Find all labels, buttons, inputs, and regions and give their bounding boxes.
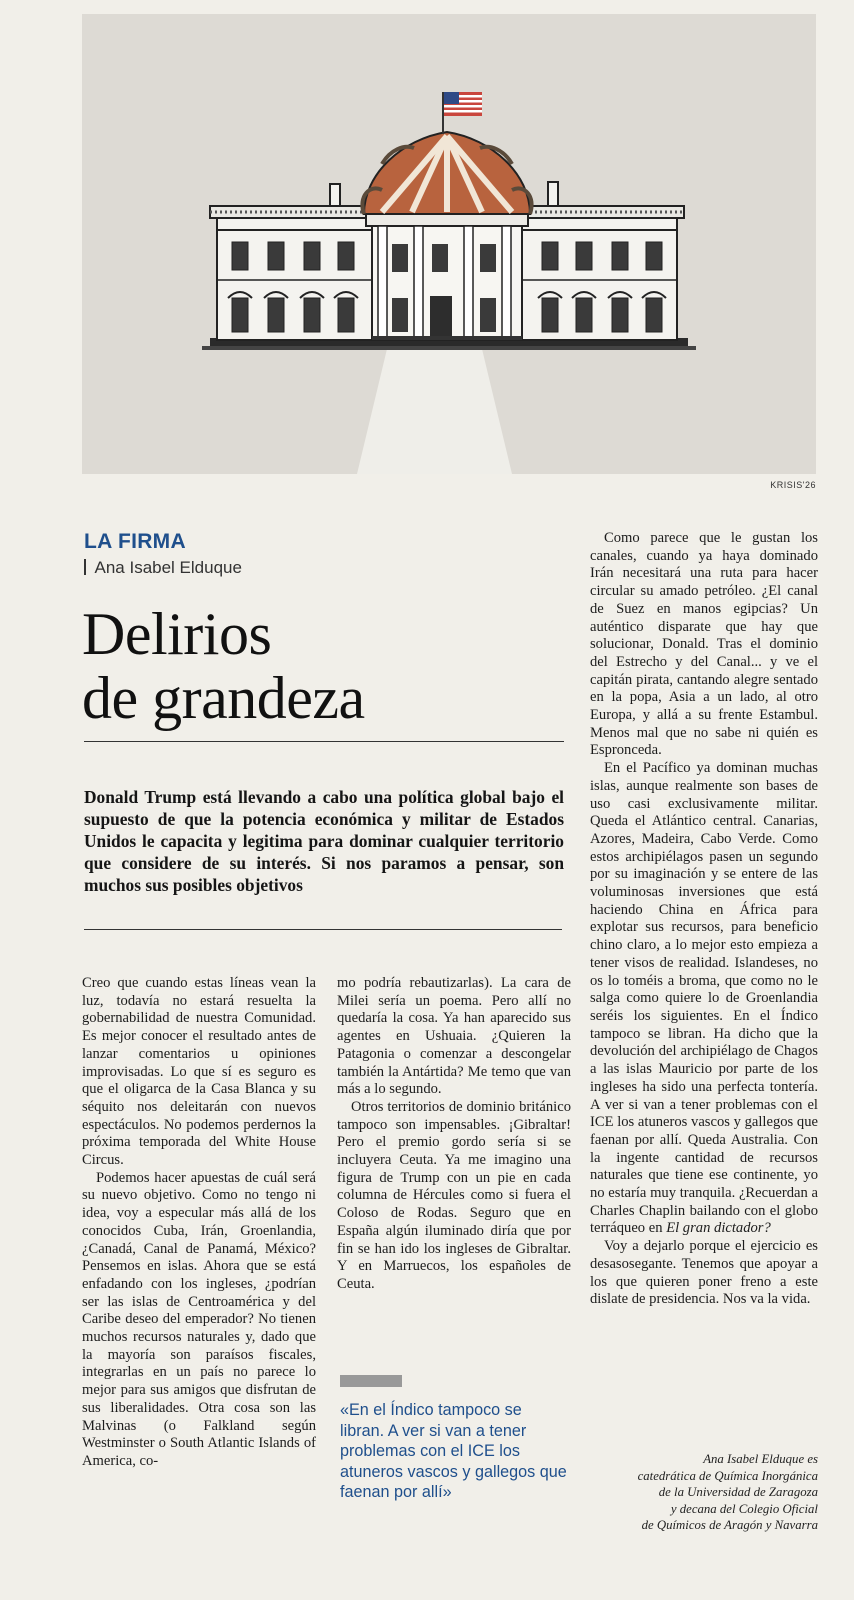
column1-paragraph-2: Podemos hacer apuestas de cuál será su nuevo objetivo. Como no tengo ni idea, voy a especular más allá de los conocidos Cuba, Irán, Groenlandia, ¿Canadá, Canal de Panamá, México? Pensemos en islas. Ahora que se está enfadando con los ingleses, ¿podrían ser las islas de Centroamérica y del Caribe deseo del emperador? No tienen muchos recursos naturales y, dado que la mayoría son paraísos fiscales, integrarlas en un país no parece lo mejor para sus amigos que disfrutan de sus liberalidades. Otra cosa son las Malvinas (o Falkland según Westminster o South Atlantic Islands of America, co- [82,1169,316,1469]
bio-line-2: catedrática de Química Inorgánica [637,1468,818,1483]
headline-rule [84,741,564,742]
section-tag: LA FIRMA [84,530,186,553]
column2-paragraph-2: Otros territorios de dominio británico tampoco son impensables. ¡Gibraltar! Pero el premio gordo sería si se incluyera Ceuta. Ya me imagino una figura de Trump con un pie en cada columna de Hércules como si fuera el Coloso de Rodas. Seguro que en España algún iluminado diría que por fin se han ido los ingleses de Gibraltar. Y en Marruecos, los españoles de Ceuta. [337,1098,571,1292]
lead-rule [84,929,562,930]
byline-bar [84,559,86,575]
column3-paragraph-3: Voy a dejarlo porque el ejercicio es desasosegante. Tenemos que apoyar a los que quieren poner freno a este dislate de presidencia. Nos va la vida. [590,1238,818,1308]
headline [82,602,572,730]
white-house-drawing [82,14,816,474]
headline-line-1: Delirios [82,601,272,667]
column1-paragraph-1: Creo que cuando estas líneas vean la luz, todavía no estará resuelta la gobernabilidad de nuestra Comunidad. Es mejor conocer el resultado antes de lanzar comentarios u opiniones improvisadas. Lo que sí es seguro es que el oligarca de la Casa Blanca y su séquito nos deleitarán con nuevos espectáculos. No podemos perdernos la próxima temporada del White House Circus. [82,975,316,1169]
bio-line-3: de la Universidad de Zaragoza [658,1485,818,1499]
pull-quote: «En el Índico tampoco se libran. A ver si van a tener problemas con el ICE los atuneros vascos y gallegos que faenan por allí» [340,1401,567,1502]
author-bio [590,1451,818,1534]
lead-paragraph: Donald Trump está llevando a cabo una política global bajo el supuesto de que la potencia económica y militar de Estados Unidos le capacita y legitima para dominar cualquier territorio que considere de su interés. Si nos paramos a pensar, son muchos sus posibles objetivos [84,787,564,895]
us-flag-icon [444,92,482,116]
article-column-3 [590,530,818,1309]
column3-paragraph-2 [590,760,818,1238]
pull-quote-bar [340,1375,402,1387]
bio-line-5: de Químicos de Aragón y Navarra [641,1518,818,1532]
bio-line-4: y decana del Colegio Oficial [670,1501,818,1516]
column3-paragraph-2-text: En el Pacífico ya dominan muchas islas, aunque realmente son bases de uso casi exclusivamente militar. Queda el Atlántico central. Canarias, Azores, Madeira, Cabo Verde. Como estos archipiélagos pasen un segundo por su imaginación y se entere de las voluminosas inversiones que está haciendo China en África para explotar sus recursos, para beneficio chino claro, a lo mejor esto empieza a tener visos de realidad. Islandeses, no os lo toméis a broma, que como no le salga como quiere lo de Groenlandia seréis los siguientes. En el Índico tampoco se libran. Ha dicho que la devolución del archipiélago de Chagos a las islas Mauricio por parte de los ingleses ha sido una perfecta tontería. A ver si van a tener problemas con el ICE los atuneros vascos y gallegos que faenan por allí. Queda Australia. Con la ingente cantidad de recursos naturales que tiene ese continente, yo no estaría muy tranquila. ¿Recuerdan a Charles Chaplin bailando con el globo terráqueo en [590,760,818,1237]
column3-paragraph-1: Como parece que le gustan los canales, cuando ya haya dominado Irán necesitará una ruta para hacer circular su amado petróleo. ¿El canal de Suez en manos egipcias? Un auténtico disparate que hay que solucionar, Donald. Tras el dominio del Estrecho y del Canal... y ve el capitán pirata, cantando alegre sentado en la popa, Asia a un lado, al otro Europa, y allá a su frente Estambul. Menos mal que no sabe ni quién es Espronceda. [590,530,818,759]
illustration-credit: KRISIS'26 [770,480,816,490]
headline-line-2: de grandeza [82,665,365,731]
bio-line-1: Ana Isabel Elduque es [703,1452,818,1466]
article-column-1 [82,975,316,1471]
byline [84,558,242,578]
white-house-circus-illustration [82,14,816,474]
column2-paragraph-1: mo podría rebautizarlas). La cara de Milei sería un poema. Pero allí no quedaría la cosa. Ya han aparecido sus agentes en Ushuaia. ¿Quieren la Patagonia o comenzar a descongelar también la Antártida? Me temo que van más a lo segundo. [337,975,571,1098]
film-title: El gran dictador? [666,1220,771,1237]
byline-author: Ana Isabel Elduque [94,558,242,577]
article-column-2 [337,975,571,1294]
